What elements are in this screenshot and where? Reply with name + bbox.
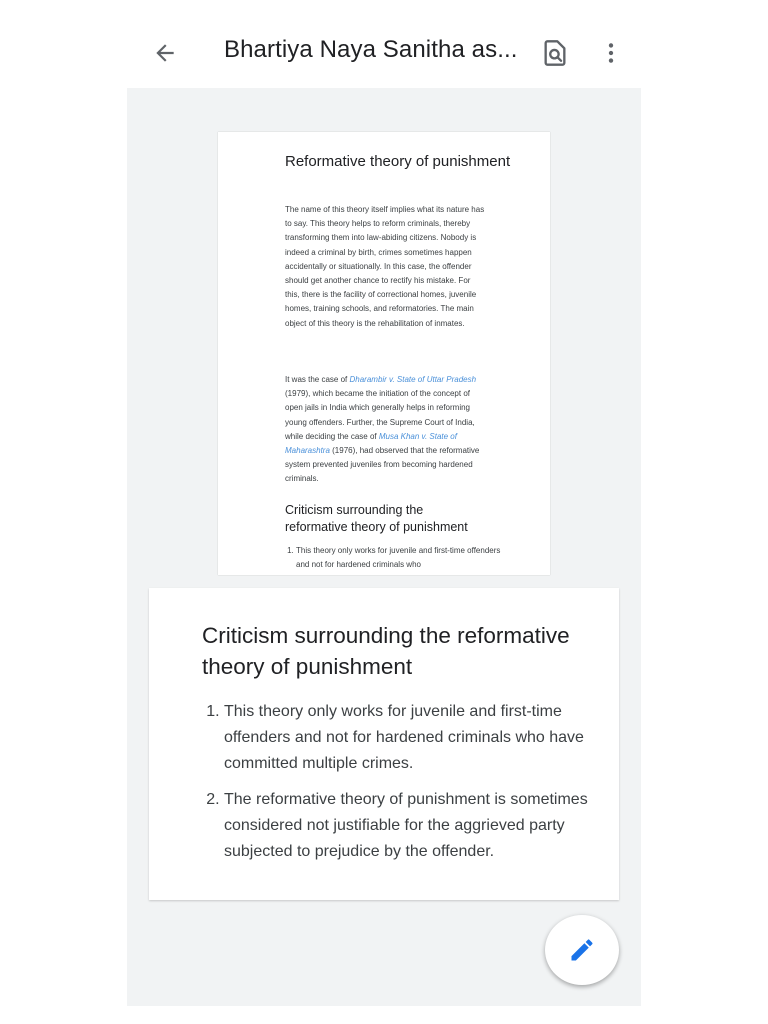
page-list	[285, 544, 508, 572]
edit-pencil-icon	[568, 936, 596, 964]
arrow-back-icon	[152, 40, 178, 66]
list-item: 1. This theory only works for juvenile and first-time offenders and not for hardened criminals who	[296, 544, 508, 572]
list-item: 2. The reformative theory of punishment is sometimes considered not justifiable for the aggrieved party subjected to prejudice by the offender.	[224, 787, 604, 865]
card-heading: Criticism surrounding the reformative theory of punishment	[202, 623, 570, 679]
page-paragraph: It was the case of Dharambir v. State of Uttar Pradesh (1979), which became the initiation of the concept of open jails in India which generally helps in reforming young offenders. Further, the Supreme Court of India, while deciding the case of Musa Khan v. State of Maharashtra (1976), had observed that the reformative system prevented juveniles from becoming hardened criminals.	[285, 375, 480, 484]
page-subheading: Criticism surrounding the reformative theory of punishment	[285, 503, 468, 534]
zoomed-text-card	[149, 588, 619, 900]
find-in-page-icon	[541, 39, 569, 67]
card-list	[202, 699, 604, 875]
case-link[interactable]: Musa Khan v. State of Maharashtra	[285, 431, 457, 456]
case-link[interactable]: Dharambir v. State of Uttar Pradesh	[349, 375, 477, 384]
more-vert-icon	[598, 40, 624, 66]
back-button[interactable]	[143, 31, 187, 75]
document-page-preview[interactable]	[218, 132, 550, 575]
list-item: 1. This theory only works for juvenile and first-time offenders and not for hardened criminals who have committed multiple crimes.	[224, 699, 604, 777]
find-in-page-button[interactable]	[533, 31, 577, 75]
top-app-bar	[0, 0, 768, 88]
edit-fab[interactable]	[545, 915, 619, 985]
document-title: Bhartiya Naya Sanitha as...	[224, 36, 518, 63]
page-paragraph: The name of this theory itself implies what its nature has to say. This theory helps to reform criminals, thereby transforming them into law-abiding citizens. Nobody is indeed a criminal by birth, crimes sometimes happen accidentally or situationally. In this case, the offender should get another chance to rectify his mistake. For this, there is the facility of correctional homes, juvenile homes, training schools, and reformatories. The main object of this theory is the rehabilitation of inmates.	[285, 205, 485, 328]
page-heading: Reformative theory of punishment	[285, 153, 511, 170]
more-options-button[interactable]	[589, 31, 633, 75]
